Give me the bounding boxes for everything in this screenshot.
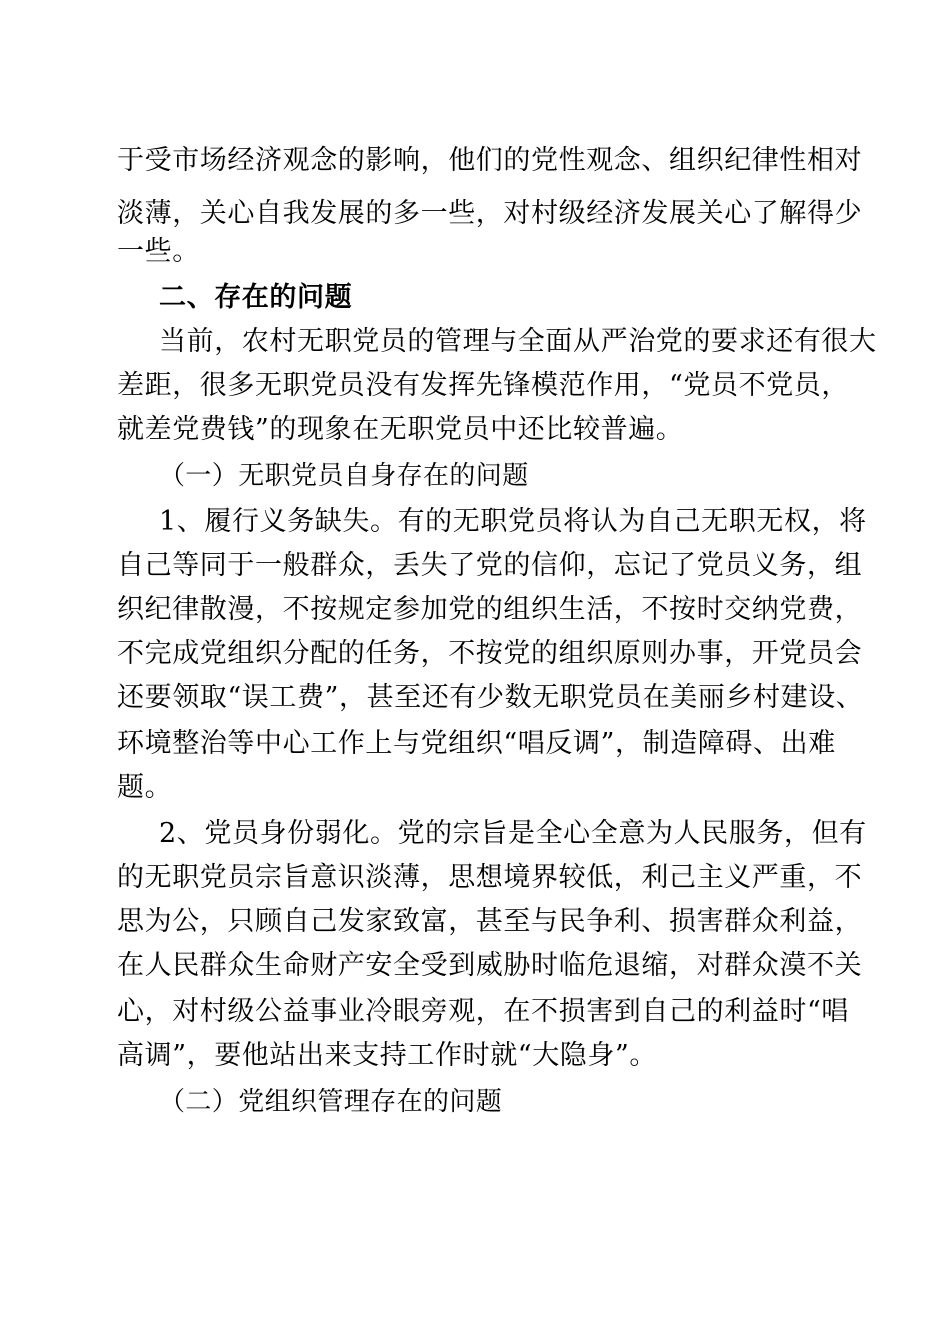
paragraph-line: 于受市场经济观念的影响，他们的党性观念、组织纪律性相对 xyxy=(117,145,863,176)
paragraph-line: 淡薄，关心自我发展的多一些，对村级经济发展关心了解得少 xyxy=(117,198,863,229)
paragraph-line: 2、党员身份弱化。党的宗旨是全心全意为人民服务，但有 xyxy=(159,818,867,849)
paragraph-line: 1、履行义务缺失。有的无职党员将认为自己无职无权，将 xyxy=(159,506,867,537)
paragraph-line: 当前，农村无职党员的管理与全面从严治党的要求还有很大 xyxy=(159,326,877,357)
paragraph-line: 题。 xyxy=(117,772,173,803)
paragraph-line: 还要领取“误工费”，甚至还有少数无职党员在美丽乡村建设、 xyxy=(117,682,864,713)
paragraph-line: 差距，很多无职党员没有发挥先锋模范作用，“党员不党员， xyxy=(117,370,850,401)
paragraph-line: 一些。 xyxy=(117,236,200,267)
subsection-heading: （一）无职党员自身存在的问题 xyxy=(159,461,529,491)
paragraph-line: 不完成党组织分配的任务，不按党的组织原则办事，开党员会 xyxy=(117,638,863,669)
paragraph-line: 思为公，只顾自己发家致富，甚至与民争利、损害群众利益， xyxy=(117,906,863,937)
subsection-heading: （二）党组织管理存在的问题 xyxy=(159,1087,503,1117)
paragraph-line: 就差党费钱”的现象在无职党员中还比较普遍。 xyxy=(117,414,684,445)
paragraph-line: 心，对村级公益事业冷眼旁观，在不损害到自己的利益时“唱 xyxy=(117,996,850,1027)
paragraph-line: 高调”，要他站出来支持工作时就“大隐身”。 xyxy=(117,1040,658,1071)
paragraph-line: 自己等同于一般群众，丢失了党的信仰，忘记了党员义务，组 xyxy=(117,550,863,581)
paragraph-line: 织纪律散漫，不按规定参加党的组织生活，不按时交纳党费， xyxy=(117,594,863,625)
paragraph-line: 环境整治等中心工作上与党组织“唱反调”，制造障碍、出难 xyxy=(117,728,836,759)
section-heading: 二、存在的问题 xyxy=(159,282,353,313)
paragraph-line: 在人民群众生命财产安全受到威胁时临危退缩，对群众漠不关 xyxy=(117,950,863,981)
paragraph-line: 的无职党员宗旨意识淡薄，思想境界较低，利己主义严重，不 xyxy=(117,862,863,893)
